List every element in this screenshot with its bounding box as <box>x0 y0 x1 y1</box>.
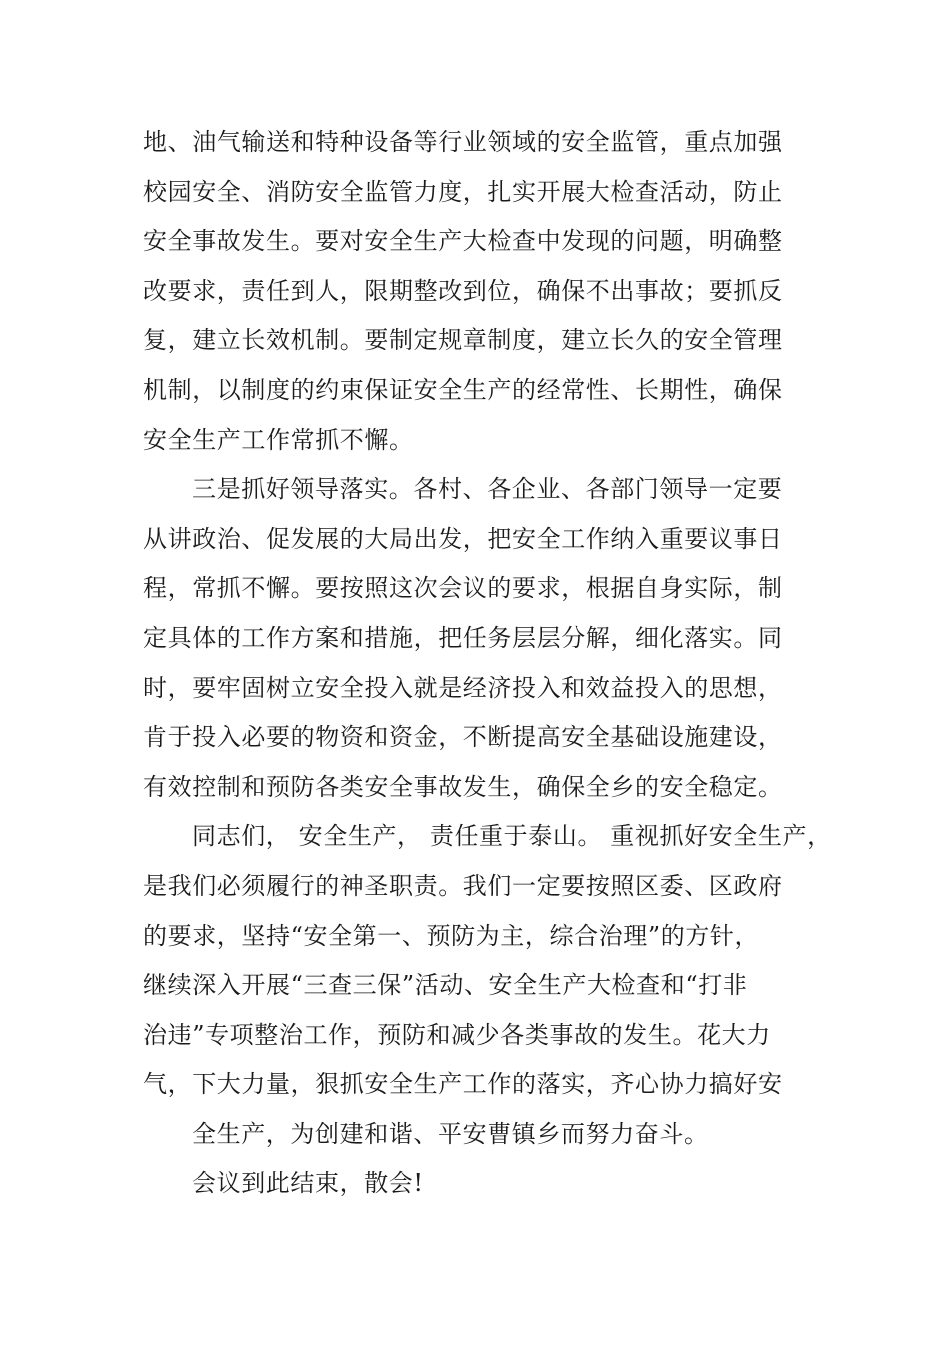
text-line: 复，建立长效机制。要制定规章制度，建立长久的安全管理 <box>143 326 783 355</box>
paragraph-start-line: 三是抓好领导落实。各村、各企业、各部门领导一定要 <box>192 475 783 504</box>
text-line: 程，常抓不懈。要按照这次会议的要求，根据自身实际，制 <box>143 574 783 603</box>
text-line: 治违”专项整治工作，预防和减少各类事故的发生。花大力 <box>143 1020 771 1049</box>
text-line: 地、油气输送和特种设备等行业领域的安全监管，重点加强 <box>143 128 783 156</box>
closing-line: 会议到此结束，散会! <box>192 1169 424 1198</box>
text-line: 肯于投入必要的物资和资金，不断提高安全基础设施建设， <box>143 723 783 752</box>
text-line: 安全生产工作常抓不懈。 <box>143 425 414 454</box>
text-line: 时，要牢固树立安全投入就是经济投入和效益投入的思想， <box>143 673 783 702</box>
text-line: 从讲政治、促发展的大局出发，把安全工作纳入重要议事日 <box>143 524 783 553</box>
text-line: 定具体的工作方案和措施，把任务层层分解，细化落实。同 <box>143 623 783 652</box>
text-line: 机制，以制度的约束保证安全生产的经常性、长期性，确保 <box>143 375 783 404</box>
text-line: 是我们必须履行的神圣职责。我们一定要按照区委、区政府 <box>143 871 783 900</box>
text-line: 的要求，坚持“安全第一、预防为主，综合治理”的方针， <box>143 921 760 950</box>
text-line: 继续深入开展“三查三保”活动、安全生产大检查和“打非 <box>143 971 748 1000</box>
paragraph-start-line: 同志们， 安全生产， 责任重于泰山。 重视抓好安全生产， <box>192 822 832 851</box>
text-line: 安全事故发生。要对安全生产大检查中发现的问题，明确整 <box>143 227 783 256</box>
text-line: 有效控制和预防各类安全事故发生，确保全乡的安全稳定。 <box>143 772 783 801</box>
text-line: 全生产，为创建和谐、平安曹镇乡而努力奋斗。 <box>192 1119 709 1148</box>
text-line: 改要求，责任到人，限期整改到位，确保不出事故；要抓反 <box>143 276 783 305</box>
document-body <box>143 118 832 1209</box>
text-line: 校园安全、消防安全监管力度，扎实开展大检查活动，防止 <box>143 177 783 206</box>
text-line: 气，下大力量，狠抓安全生产工作的落实，齐心协力搞好安 <box>143 1070 783 1099</box>
